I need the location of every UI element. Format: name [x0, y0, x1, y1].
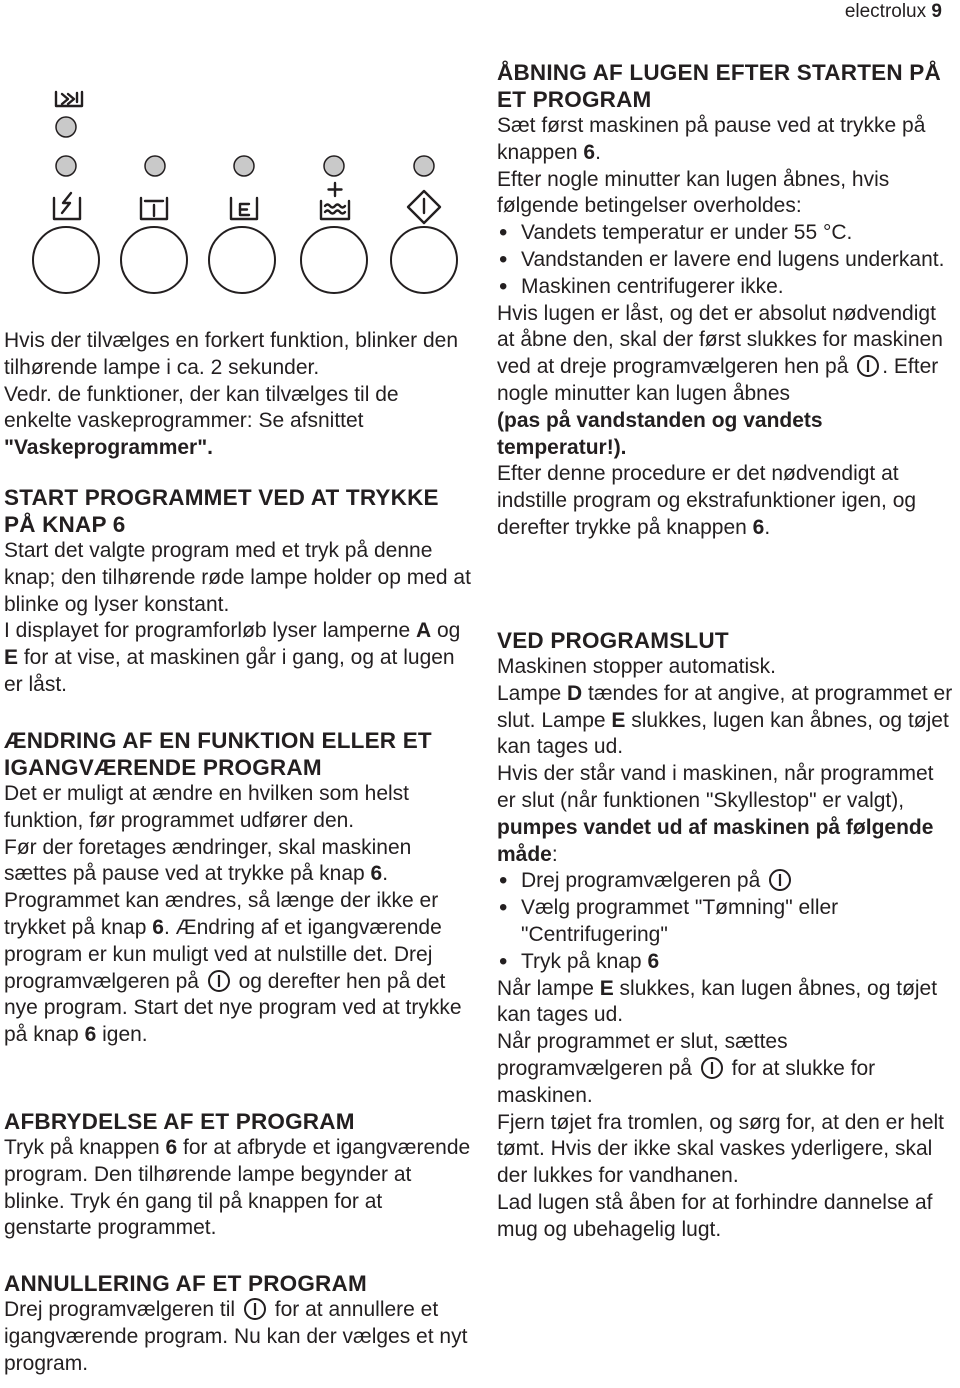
program-end-text-1: Maskinen stopper automatisk.	[497, 655, 776, 678]
function-button-1	[33, 227, 99, 293]
list-item: • Vandstanden er lavere end lugens underkant.	[497, 247, 955, 274]
function-reference-text: Vedr. de funktioner, der kan tilvælges til de enkelte vaskeprogrammer: Se afsnittet "Vaskeprogrammer".	[4, 382, 399, 460]
function-button-4	[301, 227, 367, 293]
door-locked-icon	[141, 198, 167, 219]
off-position-icon	[243, 1297, 267, 1321]
delay-start-icon	[56, 92, 82, 106]
extra-rinse-icon	[321, 183, 349, 219]
page-header	[845, 0, 942, 24]
start-program-text: Start det valgte program med et tryk på denne knap; den tilhørende røde lampe holder op med at blinke og lyser konstant.	[4, 539, 471, 616]
function-button-5	[391, 227, 457, 293]
pause-program-title: AFBRYDELSE AF ET PROGRAM	[4, 1109, 355, 1134]
start-display-text: I displayet for programforløb lyser lamperne A og E for at vise, at maskinen går i gang, og at lugen er låst.	[4, 619, 461, 696]
change-program-text-1: Det er muligt at ændre en hvilken som helst funktion, før programmet udfører den.	[4, 782, 410, 832]
off-position-icon	[207, 969, 231, 993]
pause-program-text: Tryk på knappen 6 for at afbryde et igangværende program. Den tilhørende lampe begynder at blinke. Tryk én gang til på knappen for at genstarte programmet.	[4, 1136, 471, 1240]
e-indicator-icon	[231, 198, 257, 219]
off-position-led	[414, 156, 434, 176]
spin-reduction-icon	[54, 193, 80, 219]
program-end-text-6: Fjern tøjet fra tromlen, og sørg for, at den er helt tømt. Hvis der ikke skal vaskes yderligere, skal der lukkes for vandhanen.	[497, 1110, 945, 1188]
spin-reduction-led	[56, 156, 76, 176]
drain-steps	[497, 868, 955, 975]
list-item: • Drej programvælgeren på	[497, 868, 955, 895]
list-item: • Tryk på knap 6	[497, 949, 955, 976]
off-position-icon	[768, 868, 792, 892]
program-end-text-7: Lad lugen stå åben for at forhindre dannelse af mug og ubehagelig lugt.	[497, 1190, 933, 1241]
program-end-text-4: Når lampe E slukkes, kan lugen åbnes, og tøjet kan tages ud.	[497, 976, 938, 1027]
cancel-program-title: ANNULLERING AF ET PROGRAM	[4, 1271, 367, 1296]
function-button-3	[209, 227, 275, 293]
door-locked-led	[145, 156, 165, 176]
program-end-text-3: Hvis der står vand i maskinen, når programmet er slut (når funktionen "Skyllestop" er valgt), pumpes vandet ud af maskinen på følgende måde:	[497, 762, 934, 866]
program-end-title: VED PROGRAMSLUT	[497, 628, 729, 653]
open-door-text-2: Efter nogle minutter kan lugen åbnes, hvis følgende betingelser overholdes:	[497, 167, 890, 218]
control-panel-illustration	[0, 80, 480, 310]
wrong-function-text: Hvis der tilvælges en forkert funktion, blinker den tilhørende lampe i ca. 2 sekunder.	[4, 329, 459, 379]
change-program-title: ÆNDRING AF EN FUNKTION ELLER ET IGANGVÆRENDE PROGRAM	[4, 728, 432, 780]
program-end-text-5: Når programmet er slut, sættes programvælgeren på for at slukke for maskinen.	[497, 1030, 876, 1107]
off-position-icon	[856, 354, 880, 378]
change-program-section	[4, 727, 472, 1049]
off-position-icon	[408, 191, 440, 223]
off-position-icon	[700, 1056, 724, 1080]
extra-rinse-led	[324, 156, 344, 176]
function-button-2	[121, 227, 187, 293]
list-item: • Maskinen centrifugerer ikke.	[497, 274, 955, 301]
open-door-text-1: Sæt først maskinen på pause ved at trykke på knappen 6.	[497, 114, 926, 164]
change-program-text-3: Programmet kan ændres, så længe der ikke er trykket på knap 6. Ændring af et igangværende program er kun muligt ved at nulstille det. Drej programvælgeren på og derefter hen på det nye program. Start det nye program ved at trykke på knap 6 igen.	[4, 889, 462, 1047]
page-number: 9	[931, 1, 942, 22]
list-item: • Vandets temperatur er under 55 °C.	[497, 220, 955, 247]
open-door-text-4: Efter denne procedure er det nødvendigt at indstille program og ekstrafunktioner igen, og derefter trykke på knappen 6.	[497, 462, 917, 539]
program-end-section	[497, 627, 955, 1244]
change-program-text-2: Før der foretages ændringer, skal maskinen sættes på pause ved at trykke på knap 6.	[4, 835, 412, 886]
delay-start-led	[56, 117, 76, 137]
brand-name: electrolux	[844, 1, 927, 22]
list-item: • Vælg programmet "Tømning" eller "Centrifugering"	[497, 895, 955, 949]
open-door-section	[497, 59, 955, 542]
open-door-text-3: Hvis lugen er låst, og det er absolut nødvendigt at åbne den, skal der først slukkes for maskinen ved at dreje programvælgeren hen på . Efter nogle minutter kan lugen åbnes	[497, 301, 943, 405]
cancel-program-section	[4, 1270, 472, 1377]
e-indicator-led	[234, 156, 254, 176]
open-door-warning: (pas på vandstanden og vandets temperatur!).	[497, 408, 823, 459]
pause-program-section	[4, 1108, 472, 1242]
open-door-conditions	[497, 220, 955, 300]
open-door-title: ÅBNING AF LUGEN EFTER STARTEN PÅ ET PROGRAM	[497, 60, 941, 112]
start-program-title: START PROGRAMMET VED AT TRYKKE PÅ KNAP 6	[4, 485, 439, 537]
program-end-text-2: Lampe D tændes for at angive, at programmet er slut. Lampe E slukkes, lugen kan åbnes, og tøjet kan tages ud.	[497, 681, 953, 759]
start-program-section	[4, 484, 472, 699]
cancel-program-text: Drej programvælgeren til for at annullere et igangværende program. Nu kan der vælges et nyt program.	[4, 1298, 468, 1375]
left-column-intro	[4, 328, 472, 462]
